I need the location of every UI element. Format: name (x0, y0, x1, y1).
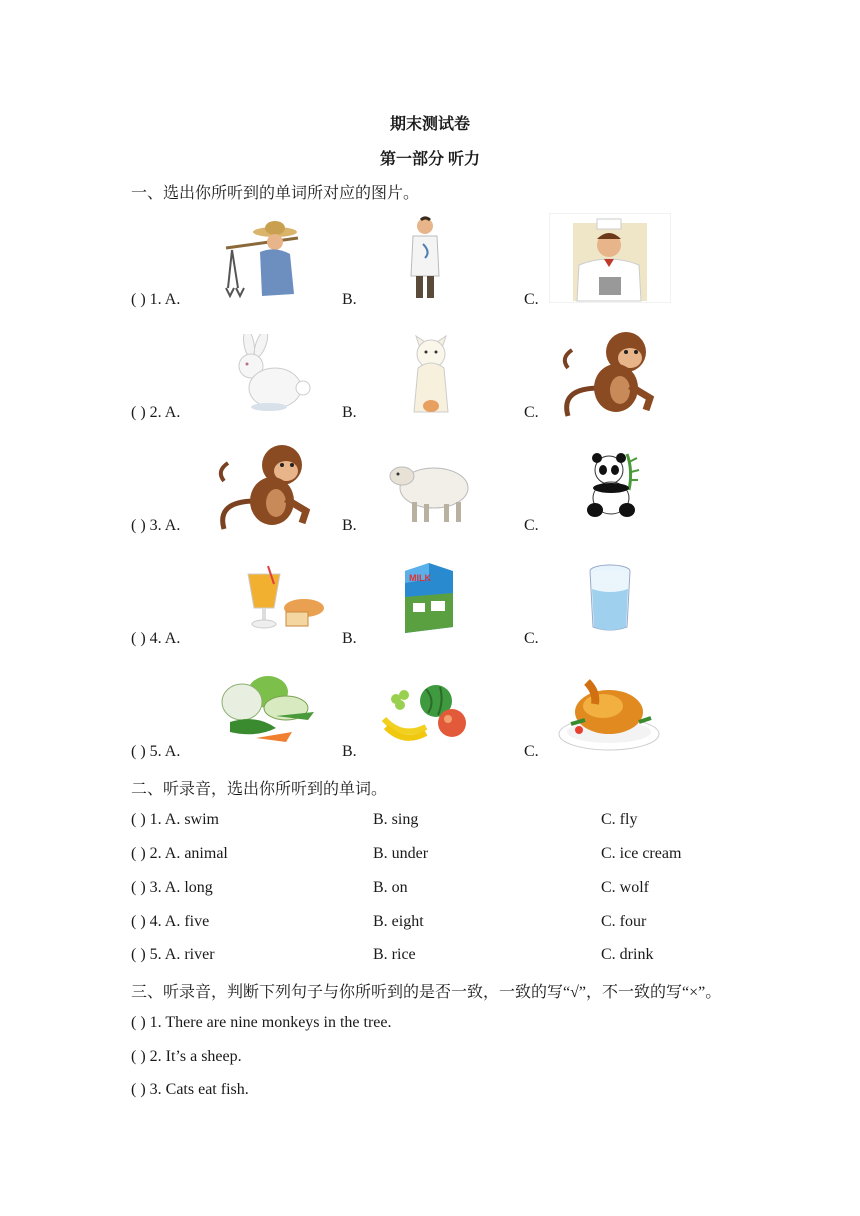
q2-option-c: C. (524, 404, 539, 421)
s2-q4-option-c: C. four (601, 913, 647, 930)
section1-instruction: 一、选出你所听到的单词所对应的图片。 (131, 185, 420, 202)
s2-q4-option-a: ( ) 4. A. five (131, 913, 210, 930)
q5-option-c: C. (524, 743, 539, 760)
doctor-icon (403, 214, 447, 304)
q3-option-c: C. (524, 517, 539, 534)
section2-instruction: 二、听录音，选出你所听到的单词。 (131, 781, 388, 798)
s2-q5-option-c: C. drink (601, 946, 654, 963)
s2-q3-option-a: ( ) 3. A. long (131, 879, 213, 896)
q5-option-b: B. (342, 743, 357, 760)
water-icon (587, 563, 633, 633)
q4-label: ( ) 4. A. (131, 630, 181, 647)
part-title: 第一部分 听力 (379, 151, 480, 168)
s3-statement-3: ( ) 3. Cats eat fish. (131, 1081, 249, 1098)
sheep-icon (388, 458, 472, 526)
q3-label: ( ) 3. A. (131, 517, 181, 534)
s2-q2-option-c: C. ice cream (601, 845, 682, 862)
q2-label: ( ) 2. A. (131, 404, 181, 421)
s2-q3-option-c: C. wolf (601, 879, 649, 896)
s2-q2-option-b: B. under (373, 845, 429, 862)
q1-option-b: B. (342, 291, 357, 308)
q1-option-c: C. (524, 291, 539, 308)
fruit-icon (382, 683, 470, 741)
s2-q2-option-a: ( ) 2. A. animal (131, 845, 228, 862)
panda-icon (585, 450, 643, 520)
q5-label: ( ) 5. A. (131, 743, 181, 760)
rabbit-icon (225, 334, 311, 412)
s3-statement-2: ( ) 2. It’s a sheep. (131, 1048, 242, 1065)
svg-text:MILK: MILK (409, 573, 431, 583)
s2-q5-option-a: ( ) 5. A. river (131, 946, 215, 963)
farmer-icon (220, 218, 302, 302)
monkey-icon (560, 328, 656, 418)
page-title: 期末测试卷 (389, 116, 470, 133)
s2-q5-option-b: B. rice (373, 946, 416, 963)
s2-q1-option-c: C. fly (601, 811, 638, 828)
q1-label: ( ) 1. A. (131, 291, 181, 308)
q4-option-b: B. (342, 630, 357, 647)
s2-q4-option-b: B. eight (373, 913, 424, 930)
s2-q3-option-b: B. on (373, 879, 408, 896)
cook-icon (549, 213, 671, 303)
q3-option-b: B. (342, 517, 357, 534)
q2-option-b: B. (342, 404, 357, 421)
s2-q1-option-b: B. sing (373, 811, 419, 828)
cat-icon (400, 328, 462, 418)
s3-statement-1: ( ) 1. There are nine monkeys in the tree. (131, 1014, 392, 1031)
monkey-icon (216, 441, 312, 531)
vegetables-icon (216, 672, 316, 748)
chicken-icon (557, 674, 663, 752)
s2-q1-option-a: ( ) 1. A. swim (131, 811, 219, 828)
q4-option-c: C. (524, 630, 539, 647)
section3-instruction: 三、听录音，判断下列句子与你所听到的是否一致，一致的写“√”，不一致的写“×”。 (131, 984, 722, 1001)
milk-icon (395, 561, 461, 635)
juice-bread-icon (244, 564, 326, 632)
